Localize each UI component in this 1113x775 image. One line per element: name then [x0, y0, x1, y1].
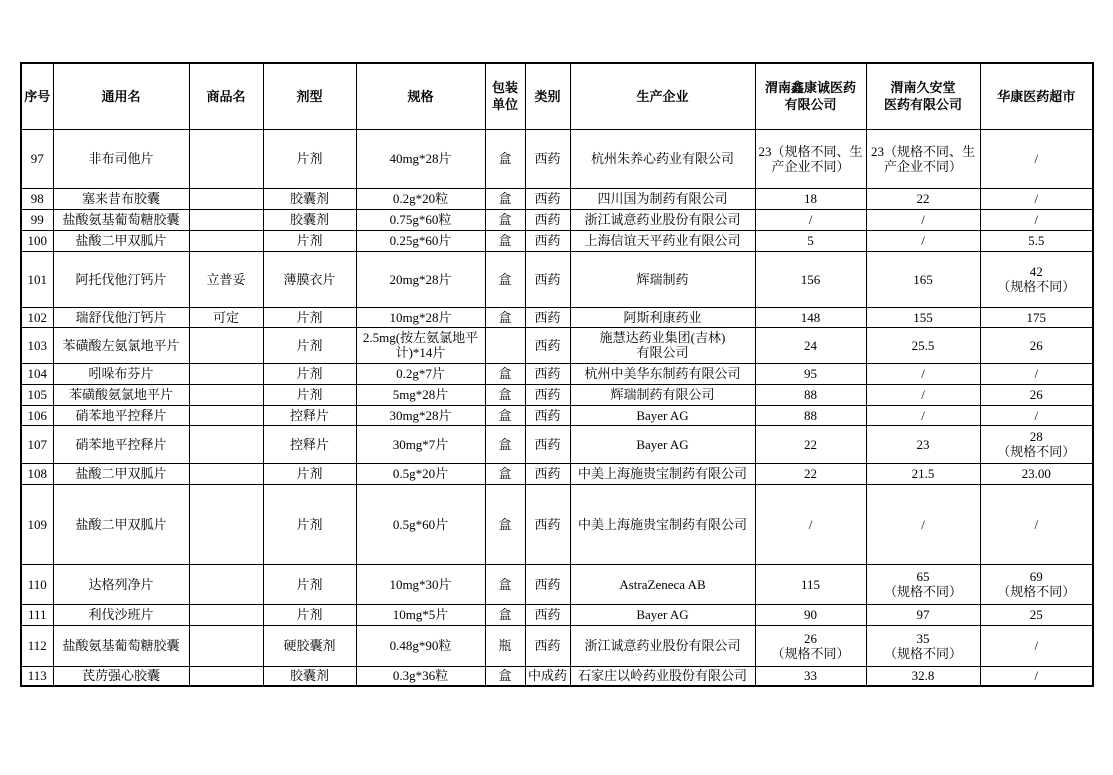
cell-specification: 0.2g*20粒 [356, 188, 485, 209]
header-dosage-form: 剂型 [263, 63, 356, 129]
table-row [21, 307, 1093, 327]
cell-manufacturer: 浙江诚意药业股份有限公司 [570, 209, 755, 230]
cell-price-xinkangcheng: 90 [755, 604, 866, 625]
table-row [21, 129, 1093, 188]
cell-generic-name: 盐酸二甲双胍片 [53, 463, 189, 484]
cell-dosage-form: 片剂 [263, 327, 356, 363]
cell-generic-name: 达格列净片 [53, 564, 189, 604]
cell-price-huakang: 25 [980, 604, 1093, 625]
header-category: 类别 [525, 63, 570, 129]
cell-package-unit: 盒 [485, 405, 525, 425]
cell-package-unit: 盒 [485, 463, 525, 484]
cell-package-unit: 盒 [485, 363, 525, 384]
cell-price-jiuantang: 35 （规格不同） [866, 625, 980, 666]
cell-price-jiuantang: / [866, 209, 980, 230]
cell-specification: 10mg*28片 [356, 307, 485, 327]
cell-category: 西药 [525, 230, 570, 251]
cell-dosage-form: 片剂 [263, 384, 356, 405]
cell-seq: 99 [21, 209, 53, 230]
cell-dosage-form: 薄膜衣片 [263, 251, 356, 307]
cell-price-jiuantang: 97 [866, 604, 980, 625]
table-row [21, 209, 1093, 230]
cell-category: 西药 [525, 363, 570, 384]
table-row [21, 327, 1093, 363]
cell-dosage-form: 片剂 [263, 604, 356, 625]
header-seq: 序号 [21, 63, 53, 129]
cell-category: 中成药 [525, 666, 570, 686]
header-price-jiuantang: 渭南久安堂 医药有限公司 [866, 63, 980, 129]
cell-package-unit: 盒 [485, 604, 525, 625]
header-price-huakang: 华康医药超市 [980, 63, 1093, 129]
cell-seq: 98 [21, 188, 53, 209]
cell-category: 西药 [525, 188, 570, 209]
cell-price-huakang: / [980, 129, 1093, 188]
cell-generic-name: 吲哚布芬片 [53, 363, 189, 384]
cell-generic-name: 塞来昔布胶囊 [53, 188, 189, 209]
cell-price-huakang: 175 [980, 307, 1093, 327]
cell-seq: 103 [21, 327, 53, 363]
cell-price-huakang: / [980, 625, 1093, 666]
cell-price-xinkangcheng: 156 [755, 251, 866, 307]
cell-brand-name [189, 188, 263, 209]
cell-dosage-form: 胶囊剂 [263, 209, 356, 230]
cell-generic-name: 利伐沙班片 [53, 604, 189, 625]
cell-price-jiuantang: 25.5 [866, 327, 980, 363]
cell-dosage-form: 片剂 [263, 230, 356, 251]
table-row [21, 251, 1093, 307]
cell-generic-name: 盐酸二甲双胍片 [53, 484, 189, 564]
cell-brand-name [189, 625, 263, 666]
cell-category: 西药 [525, 327, 570, 363]
cell-manufacturer: Bayer AG [570, 405, 755, 425]
table-row [21, 363, 1093, 384]
cell-specification: 0.5g*20片 [356, 463, 485, 484]
cell-price-jiuantang: / [866, 230, 980, 251]
cell-dosage-form: 片剂 [263, 129, 356, 188]
cell-price-jiuantang: 23（规格不同、生 产企业不同） [866, 129, 980, 188]
cell-price-huakang: / [980, 363, 1093, 384]
cell-price-xinkangcheng: 148 [755, 307, 866, 327]
header-package-unit: 包装 单位 [485, 63, 525, 129]
cell-specification: 30mg*7片 [356, 425, 485, 463]
cell-manufacturer: 石家庄以岭药业股份有限公司 [570, 666, 755, 686]
cell-generic-name: 硝苯地平控释片 [53, 405, 189, 425]
cell-price-huakang: / [980, 209, 1093, 230]
cell-brand-name [189, 209, 263, 230]
cell-dosage-form: 片剂 [263, 307, 356, 327]
table-body [21, 129, 1093, 686]
cell-specification: 5mg*28片 [356, 384, 485, 405]
table-row [21, 230, 1093, 251]
cell-price-huakang: 26 [980, 384, 1093, 405]
cell-manufacturer: 浙江诚意药业股份有限公司 [570, 625, 755, 666]
cell-generic-name: 盐酸氨基葡萄糖胶囊 [53, 209, 189, 230]
cell-price-jiuantang: 22 [866, 188, 980, 209]
cell-generic-name: 盐酸氨基葡萄糖胶囊 [53, 625, 189, 666]
cell-brand-name [189, 604, 263, 625]
cell-manufacturer: 四川国为制药有限公司 [570, 188, 755, 209]
cell-package-unit: 盒 [485, 188, 525, 209]
cell-brand-name [189, 425, 263, 463]
cell-package-unit: 盒 [485, 384, 525, 405]
cell-package-unit: 盒 [485, 425, 525, 463]
table-row [21, 666, 1093, 686]
cell-generic-name: 非布司他片 [53, 129, 189, 188]
cell-brand-name [189, 129, 263, 188]
cell-dosage-form: 胶囊剂 [263, 188, 356, 209]
cell-specification: 30mg*28片 [356, 405, 485, 425]
cell-dosage-form: 硬胶囊剂 [263, 625, 356, 666]
cell-price-huakang: 42 （规格不同） [980, 251, 1093, 307]
cell-dosage-form: 片剂 [263, 484, 356, 564]
cell-brand-name [189, 384, 263, 405]
cell-price-xinkangcheng: 23（规格不同、生 产企业不同） [755, 129, 866, 188]
cell-price-xinkangcheng: 22 [755, 463, 866, 484]
cell-category: 西药 [525, 625, 570, 666]
table-row [21, 484, 1093, 564]
cell-category: 西药 [525, 307, 570, 327]
cell-category: 西药 [525, 405, 570, 425]
table-row [21, 188, 1093, 209]
cell-price-huakang: / [980, 484, 1093, 564]
cell-category: 西药 [525, 384, 570, 405]
cell-price-huakang: 26 [980, 327, 1093, 363]
table-row [21, 604, 1093, 625]
cell-specification: 10mg*5片 [356, 604, 485, 625]
table-row [21, 425, 1093, 463]
cell-manufacturer: 阿斯利康药业 [570, 307, 755, 327]
cell-package-unit: 盒 [485, 251, 525, 307]
cell-generic-name: 瑞舒伐他汀钙片 [53, 307, 189, 327]
cell-price-jiuantang: / [866, 405, 980, 425]
cell-manufacturer: 中美上海施贵宝制药有限公司 [570, 484, 755, 564]
cell-specification: 20mg*28片 [356, 251, 485, 307]
cell-price-xinkangcheng: 24 [755, 327, 866, 363]
cell-price-xinkangcheng: 26 （规格不同） [755, 625, 866, 666]
cell-seq: 109 [21, 484, 53, 564]
cell-price-huakang: 23.00 [980, 463, 1093, 484]
cell-seq: 102 [21, 307, 53, 327]
cell-seq: 106 [21, 405, 53, 425]
cell-generic-name: 盐酸二甲双胍片 [53, 230, 189, 251]
cell-manufacturer: 辉瑞制药有限公司 [570, 384, 755, 405]
cell-specification: 10mg*30片 [356, 564, 485, 604]
cell-seq: 108 [21, 463, 53, 484]
cell-dosage-form: 片剂 [263, 564, 356, 604]
cell-category: 西药 [525, 484, 570, 564]
cell-specification: 2.5mg(按左氨氯地平 计)*14片 [356, 327, 485, 363]
cell-price-xinkangcheng: / [755, 209, 866, 230]
cell-price-xinkangcheng: 5 [755, 230, 866, 251]
cell-seq: 97 [21, 129, 53, 188]
cell-manufacturer: Bayer AG [570, 604, 755, 625]
cell-category: 西药 [525, 564, 570, 604]
cell-price-xinkangcheng: 18 [755, 188, 866, 209]
cell-package-unit: 盒 [485, 230, 525, 251]
cell-dosage-form: 片剂 [263, 363, 356, 384]
cell-price-xinkangcheng: 88 [755, 405, 866, 425]
cell-package-unit: 盒 [485, 209, 525, 230]
cell-price-xinkangcheng: 33 [755, 666, 866, 686]
cell-category: 西药 [525, 425, 570, 463]
cell-manufacturer: AstraZeneca AB [570, 564, 755, 604]
cell-seq: 111 [21, 604, 53, 625]
cell-price-xinkangcheng: 115 [755, 564, 866, 604]
cell-seq: 105 [21, 384, 53, 405]
cell-package-unit [485, 327, 525, 363]
header-brand-name: 商品名 [189, 63, 263, 129]
cell-generic-name: 苯磺酸氨氯地平片 [53, 384, 189, 405]
cell-brand-name [189, 405, 263, 425]
cell-manufacturer: 杭州中美华东制药有限公司 [570, 363, 755, 384]
cell-price-jiuantang: 155 [866, 307, 980, 327]
cell-price-jiuantang: / [866, 484, 980, 564]
cell-price-jiuantang: 32.8 [866, 666, 980, 686]
cell-seq: 110 [21, 564, 53, 604]
cell-brand-name: 立普妥 [189, 251, 263, 307]
cell-dosage-form: 控释片 [263, 405, 356, 425]
table-row [21, 564, 1093, 604]
cell-dosage-form: 控释片 [263, 425, 356, 463]
cell-brand-name [189, 327, 263, 363]
cell-category: 西药 [525, 251, 570, 307]
cell-brand-name [189, 463, 263, 484]
cell-price-huakang: / [980, 405, 1093, 425]
cell-price-xinkangcheng: 88 [755, 384, 866, 405]
header-price-xinkangcheng: 渭南鑫康诚医药 有限公司 [755, 63, 866, 129]
cell-price-huakang: 5.5 [980, 230, 1093, 251]
table-row [21, 384, 1093, 405]
table-header [21, 63, 1093, 129]
header-specification: 规格 [356, 63, 485, 129]
cell-seq: 100 [21, 230, 53, 251]
cell-manufacturer: 杭州朱养心药业有限公司 [570, 129, 755, 188]
table-row [21, 405, 1093, 425]
cell-manufacturer: 中美上海施贵宝制药有限公司 [570, 463, 755, 484]
cell-manufacturer: 辉瑞制药 [570, 251, 755, 307]
cell-manufacturer: Bayer AG [570, 425, 755, 463]
cell-generic-name: 阿托伐他汀钙片 [53, 251, 189, 307]
cell-category: 西药 [525, 463, 570, 484]
cell-seq: 113 [21, 666, 53, 686]
cell-package-unit: 盒 [485, 484, 525, 564]
cell-package-unit: 瓶 [485, 625, 525, 666]
cell-category: 西药 [525, 129, 570, 188]
cell-seq: 101 [21, 251, 53, 307]
cell-generic-name: 芪苈强心胶囊 [53, 666, 189, 686]
cell-brand-name [189, 564, 263, 604]
table-row [21, 463, 1093, 484]
cell-specification: 0.25g*60片 [356, 230, 485, 251]
cell-package-unit: 盒 [485, 564, 525, 604]
cell-specification: 0.5g*60片 [356, 484, 485, 564]
cell-manufacturer: 上海信谊天平药业有限公司 [570, 230, 755, 251]
cell-price-jiuantang: / [866, 384, 980, 405]
cell-dosage-form: 片剂 [263, 463, 356, 484]
cell-specification: 0.48g*90粒 [356, 625, 485, 666]
drug-price-table [20, 62, 1094, 687]
cell-brand-name [189, 363, 263, 384]
cell-seq: 104 [21, 363, 53, 384]
table-header-row [21, 63, 1093, 129]
table-row [21, 625, 1093, 666]
cell-brand-name: 可定 [189, 307, 263, 327]
cell-price-huakang: / [980, 666, 1093, 686]
cell-specification: 40mg*28片 [356, 129, 485, 188]
cell-brand-name [189, 666, 263, 686]
cell-specification: 0.75g*60粒 [356, 209, 485, 230]
header-manufacturer: 生产企业 [570, 63, 755, 129]
cell-category: 西药 [525, 209, 570, 230]
header-generic-name: 通用名 [53, 63, 189, 129]
cell-seq: 112 [21, 625, 53, 666]
cell-price-xinkangcheng: 95 [755, 363, 866, 384]
cell-dosage-form: 胶囊剂 [263, 666, 356, 686]
cell-price-xinkangcheng: 22 [755, 425, 866, 463]
cell-brand-name [189, 230, 263, 251]
cell-price-jiuantang: 21.5 [866, 463, 980, 484]
cell-manufacturer: 施慧达药业集团(吉林) 有限公司 [570, 327, 755, 363]
cell-generic-name: 硝苯地平控释片 [53, 425, 189, 463]
cell-price-jiuantang: 65 （规格不同） [866, 564, 980, 604]
cell-price-jiuantang: 23 [866, 425, 980, 463]
cell-package-unit: 盒 [485, 666, 525, 686]
cell-price-jiuantang: 165 [866, 251, 980, 307]
cell-price-xinkangcheng: / [755, 484, 866, 564]
cell-price-huakang: 28 （规格不同） [980, 425, 1093, 463]
cell-seq: 107 [21, 425, 53, 463]
cell-specification: 0.3g*36粒 [356, 666, 485, 686]
cell-category: 西药 [525, 604, 570, 625]
cell-price-huakang: 69 （规格不同） [980, 564, 1093, 604]
cell-package-unit: 盒 [485, 129, 525, 188]
cell-brand-name [189, 484, 263, 564]
cell-price-huakang: / [980, 188, 1093, 209]
cell-price-jiuantang: / [866, 363, 980, 384]
cell-specification: 0.2g*7片 [356, 363, 485, 384]
cell-package-unit: 盒 [485, 307, 525, 327]
cell-generic-name: 苯磺酸左氨氯地平片 [53, 327, 189, 363]
